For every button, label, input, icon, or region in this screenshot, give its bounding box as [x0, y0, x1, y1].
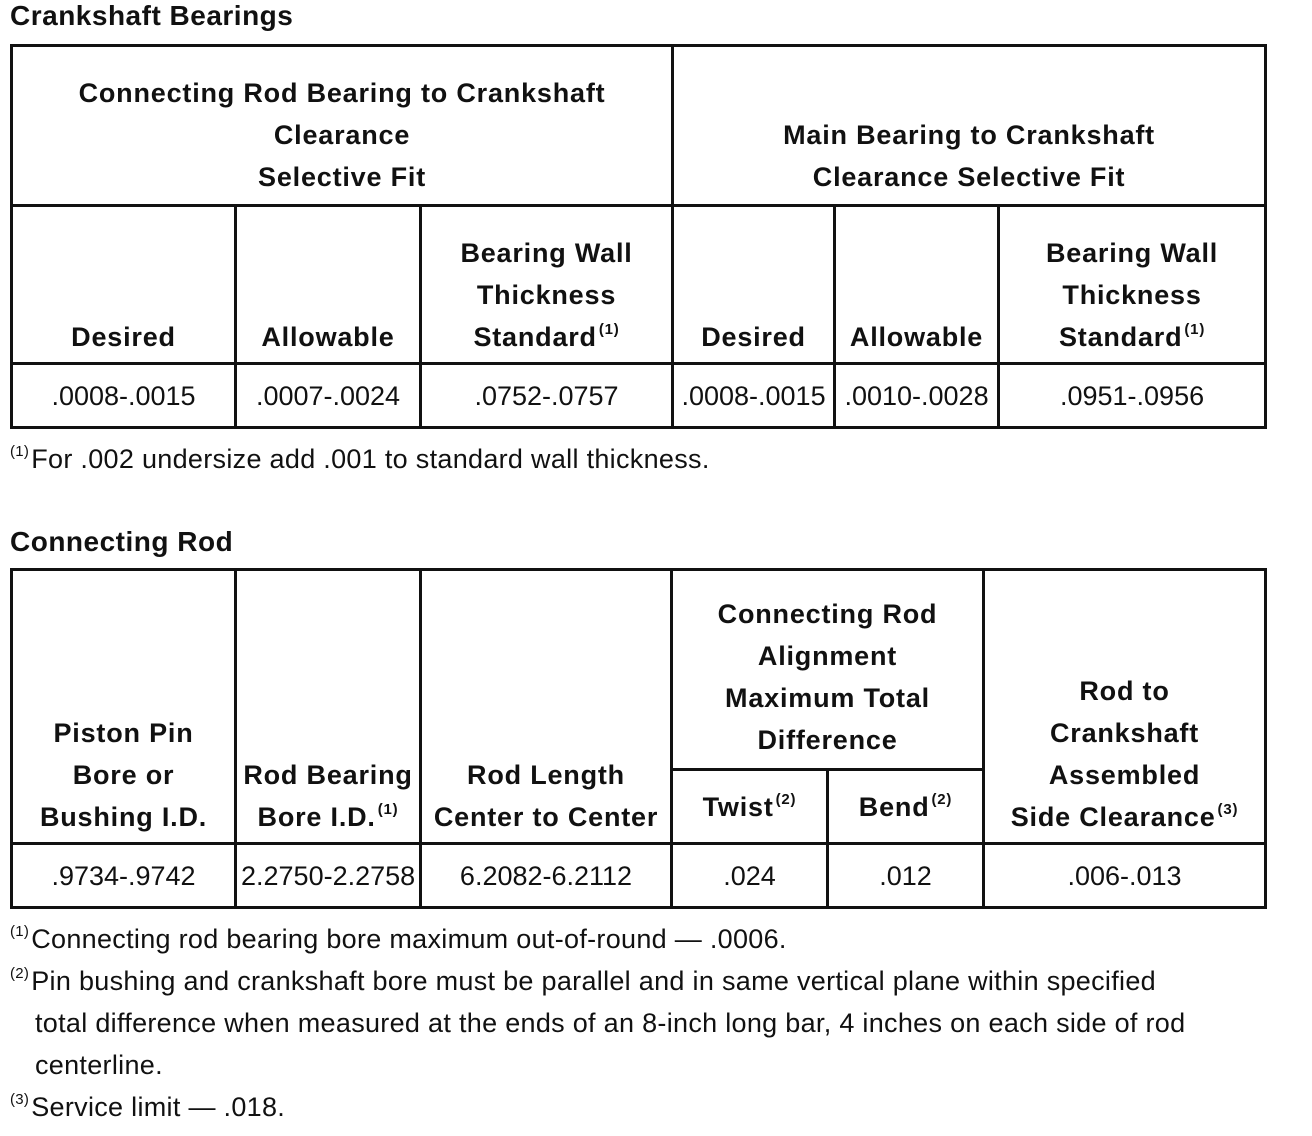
- crankshaft-bearings-table: [10, 44, 1267, 429]
- rod-allowable-header: Allowable: [236, 206, 421, 364]
- rod-wall-thickness-header: Bearing Wall Thickness Standard $^{(1)}$: [421, 206, 673, 364]
- twist-header: Twist $^{(2)}$: [672, 770, 828, 844]
- bend-header: Bend $^{(2)}$: [828, 770, 984, 844]
- footnote-ref: (3): [10, 1091, 30, 1108]
- connecting-rod-table: [10, 568, 1267, 909]
- rod-footnote-1: $^{(1)}$Connecting rod bearing bore maximum out-of-round — .0006.: [10, 923, 787, 954]
- crankshaft-bearings-title: Crankshaft Bearings: [10, 0, 294, 31]
- main-wall-thickness-header: Bearing Wall Thickness Standard $^{(1)}$: [999, 206, 1266, 364]
- footnote-ref: (1): [377, 801, 399, 818]
- value-cell: .0008-.0015: [12, 364, 236, 428]
- rod-length-header: Rod Length Center to Center: [421, 570, 672, 844]
- value-cell: .012: [828, 844, 984, 908]
- connecting-rod-title: Connecting Rod: [10, 526, 234, 557]
- value-cell: .006-.013: [984, 844, 1266, 908]
- rod-bearing-bore-header: Rod Bearing Bore I.D. $^{(1)}$: [236, 570, 421, 844]
- value-cell: .0007-.0024: [236, 364, 421, 428]
- value-cell: .0752-.0757: [421, 364, 673, 428]
- rod-footnote-3: $^{(3)}$Service limit — .018.: [10, 1091, 286, 1122]
- footnote-ref: (2): [931, 790, 953, 808]
- value-cell: .0008-.0015: [673, 364, 835, 428]
- main-bearing-clearance-header: Main Bearing to Crankshaft Clearance Selective Fit: [673, 46, 1266, 206]
- footnote-ref: (1): [1184, 321, 1206, 338]
- rod-desired-header: Desired: [12, 206, 236, 364]
- rod-alignment-header: Connecting Rod Alignment Maximum Total Difference: [672, 570, 984, 770]
- side-clearance-header: Rod to Crankshaft Assembled Side Clearance $^{(3)}$: [984, 570, 1266, 844]
- footnote-ref: (3): [1217, 801, 1239, 818]
- main-desired-header: Desired: [673, 206, 835, 364]
- value-cell: .9734-.9742: [12, 844, 236, 908]
- value-cell: .0951-.0956: [999, 364, 1266, 428]
- footnote-ref: (2): [775, 790, 797, 808]
- footnote-ref: (1): [10, 443, 30, 460]
- piston-pin-bore-header: Piston Pin Bore or Bushing I.D.: [12, 570, 236, 844]
- value-cell: .0010-.0028: [835, 364, 999, 428]
- value-cell: 6.2082-6.2112: [421, 844, 672, 908]
- value-cell: 2.2750-2.2758: [236, 844, 421, 908]
- main-allowable-header: Allowable: [835, 206, 999, 364]
- footnote-ref: (1): [598, 321, 620, 338]
- rod-footnote-2: $^{(2)}$Pin bushing and crankshaft bore must be parallel and in same vertical plane within specified total difference when measured at the ends of an 8-inch long bar, 4 inches on each side of rod centerline.: [10, 965, 1186, 1080]
- footnote-ref: (1): [10, 923, 30, 940]
- rod-bearing-clearance-header: Connecting Rod Bearing to Crankshaft Clearance Selective Fit: [12, 46, 673, 206]
- footnote-ref: (2): [10, 965, 30, 982]
- crankshaft-footnote: $^{(1)}$For .002 undersize add .001 to standard wall thickness.: [10, 443, 710, 474]
- value-cell: .024: [672, 844, 828, 908]
